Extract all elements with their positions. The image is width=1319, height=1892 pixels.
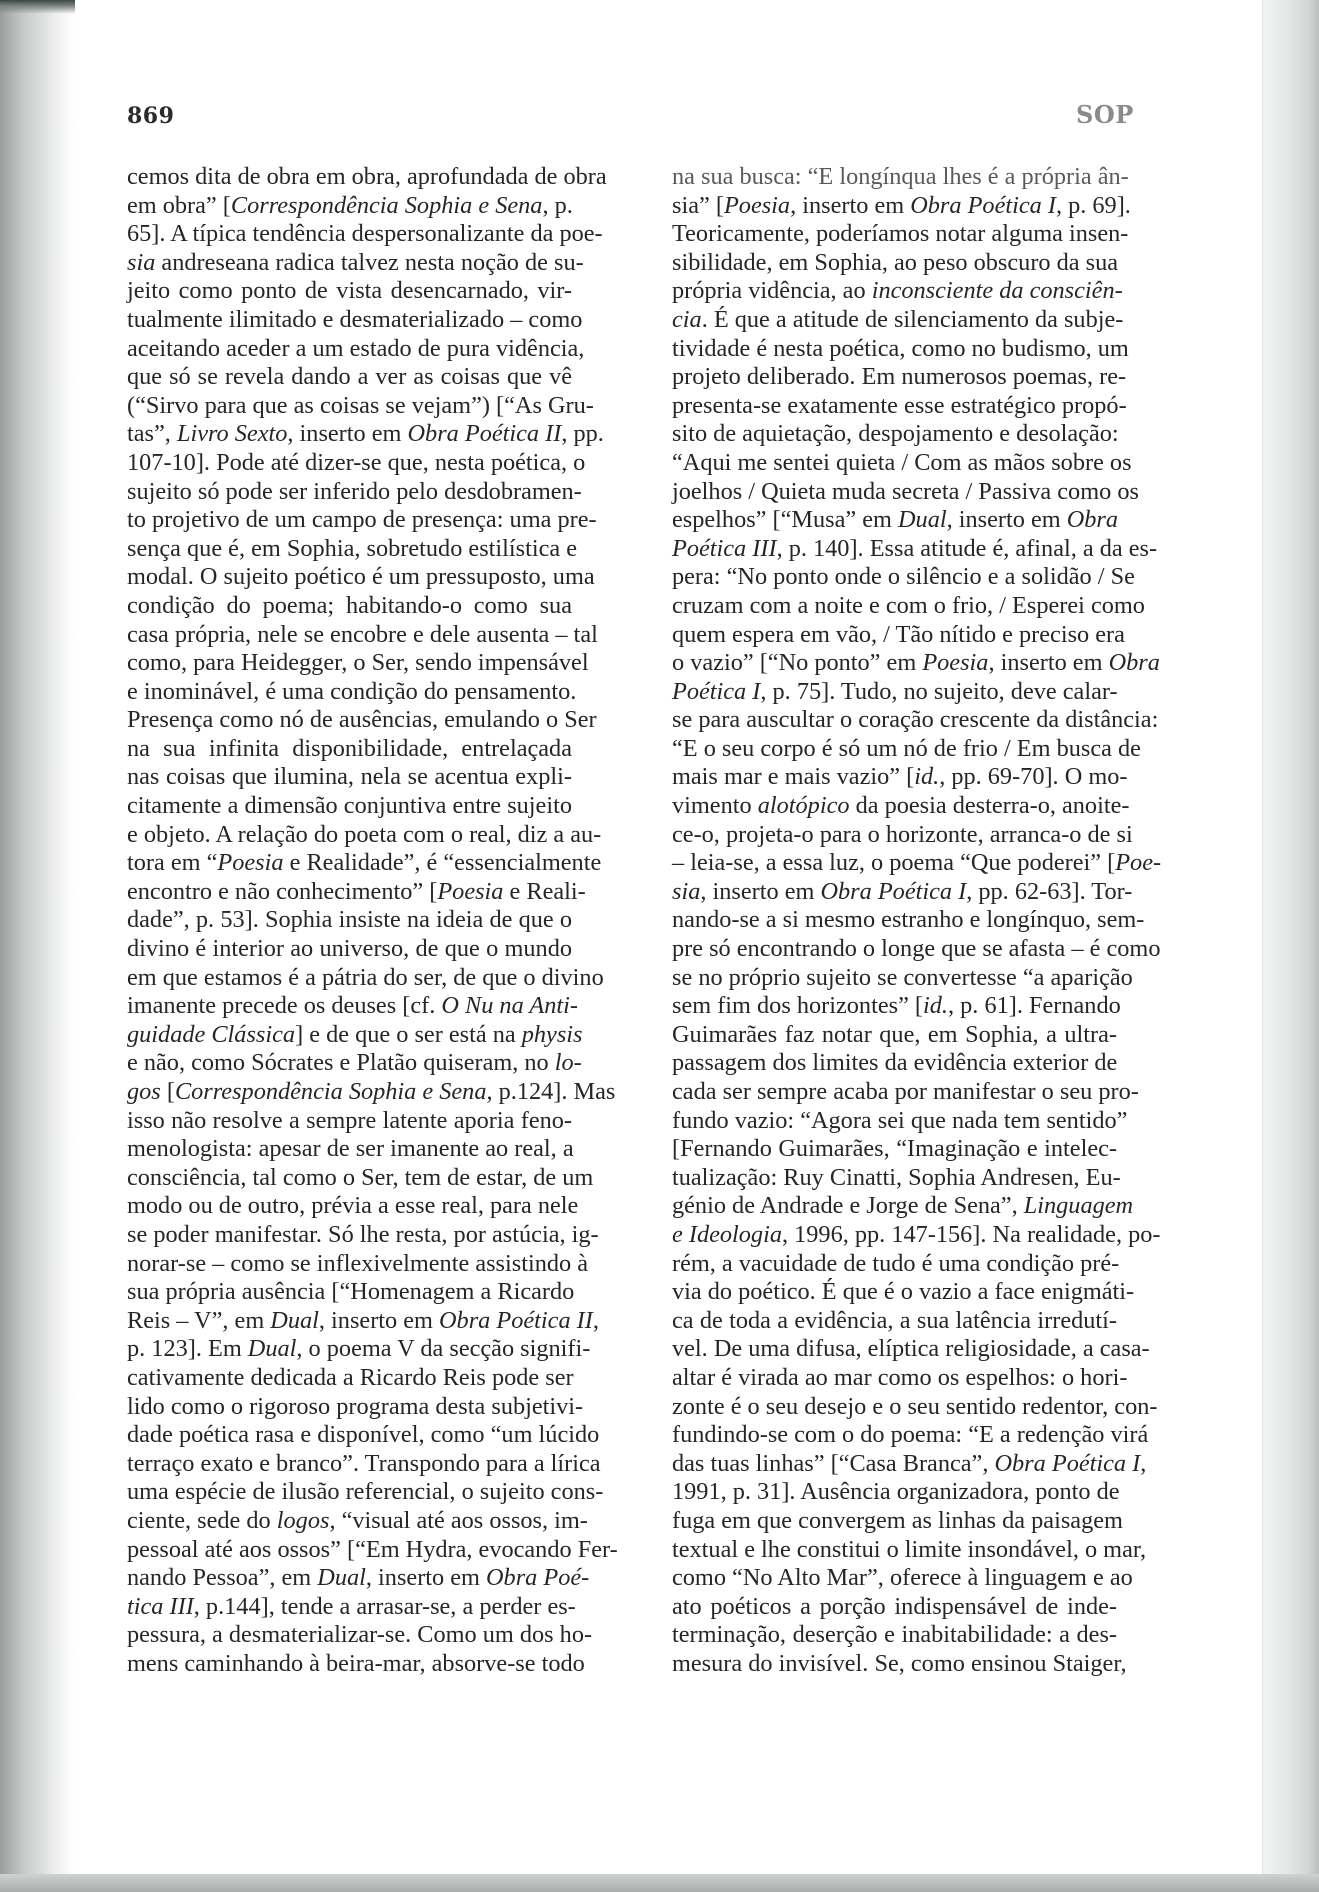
text-line: génio de Andrade e Jorge de Sena”, Linguagem bbox=[672, 1192, 1134, 1220]
text-line: condição do poema; habitando-o como sua bbox=[127, 591, 572, 619]
text-line: dade poética rasa e disponível, como “um lúcido bbox=[127, 1421, 600, 1449]
text-line: Teoricamente, poderíamos notar alguma insen- bbox=[672, 220, 1129, 248]
text-line: modo ou de outro, prévia a esse real, para nele bbox=[127, 1192, 579, 1220]
text-line: em que estamos é a pátria do ser, de que o divino bbox=[127, 963, 604, 991]
text-line: cruzam com a noite e com o frio, / Esperei como bbox=[672, 591, 1145, 619]
text-line: sia, inserto em Obra Poética I, pp. 62-63]. Tor- bbox=[672, 877, 1133, 905]
text-line: e não, como Sócrates e Platão quiseram, no lo- bbox=[127, 1049, 582, 1077]
text-line: que só se revela dando a ver as coisas que vê bbox=[127, 363, 572, 391]
text-line: 65]. A típica tendência despersonalizante da poe- bbox=[127, 220, 603, 248]
text-line: das tuas linhas” [“Casa Branca”, Obra Poética I, bbox=[672, 1449, 1147, 1477]
text-column-left bbox=[127, 163, 618, 1678]
text-line: zonte é o seu desejo e o seu sentido redentor, con- bbox=[672, 1392, 1158, 1420]
text-line: 107-10]. Pode até dizer-se que, nesta poética, o bbox=[127, 448, 586, 476]
text-line: tica III, p.144], tende a arrasar-se, a perder es- bbox=[127, 1592, 576, 1620]
text-line: Guimarães faz notar que, em Sophia, a ultra- bbox=[672, 1020, 1117, 1048]
text-line: nando-se a si mesmo estranho e longínquo, sem- bbox=[672, 906, 1145, 934]
text-line: altar é virada ao mar como os espelhos: o hori- bbox=[672, 1363, 1128, 1391]
text-line: sia” [Poesia, inserto em Obra Poética I, p. 69]. bbox=[672, 191, 1131, 219]
text-line: como “No Alto Mar”, oferece à linguagem e ao bbox=[672, 1564, 1133, 1592]
text-line: em obra” [Correspondência Sophia e Sena, p. bbox=[127, 191, 573, 219]
text-line: lido como o rigoroso programa desta subjetivi- bbox=[127, 1392, 584, 1420]
text-line: (“Sirvo para que as coisas se vejam”) [“As Gru- bbox=[127, 391, 594, 419]
text-line: vimento alotópico da poesia desterra-o, anoite- bbox=[672, 792, 1130, 820]
text-line: na sua busca: “E longínqua lhes é a própria ân- bbox=[672, 163, 1129, 190]
text-line: terraço exato e branco”. Transpondo para a lírica bbox=[127, 1449, 601, 1477]
text-line: consciência, tal como o Ser, tem de estar, de um bbox=[127, 1163, 594, 1191]
text-line: tora em “Poesia e Realidade”, é “essencialmente bbox=[127, 849, 602, 877]
text-line: fundo vazio: “Agora sei que nada tem sentido” bbox=[672, 1106, 1128, 1134]
text-line: sem fim dos horizontes” [id., p. 61]. Fernando bbox=[672, 992, 1121, 1020]
text-line: divino é interior ao universo, de que o mundo bbox=[127, 935, 572, 963]
text-line: sença que é, em Sophia, sobretudo estilística e bbox=[127, 534, 578, 562]
text-line: terminação, deserção e inabitabilidade: a des- bbox=[672, 1621, 1117, 1649]
text-line: dade”, p. 53]. Sophia insiste na ideia de que o bbox=[127, 906, 572, 934]
text-line: uma espécie de ilusão referencial, o sujeito cons- bbox=[127, 1478, 604, 1506]
text-line: projeto deliberado. Em numerosos poemas, re- bbox=[672, 363, 1127, 391]
text-line: se no próprio sujeito se convertesse “a aparição bbox=[672, 963, 1133, 991]
text-line: se para auscultar o coração crescente da distância: bbox=[672, 706, 1159, 734]
text-line: pessoal até aos ossos” [“Em Hydra, evocando Fer- bbox=[127, 1535, 618, 1563]
text-line: nando Pessoa”, em Dual, inserto em Obra Poé- bbox=[127, 1564, 590, 1592]
text-line: rém, a vacuidade de tudo é uma condição pré- bbox=[672, 1249, 1120, 1277]
text-line: Presença como nó de ausências, emulando o Ser bbox=[127, 706, 597, 734]
text-line: – leia-se, a essa luz, o poema “Que poderei” [Poe- bbox=[672, 849, 1162, 877]
text-line: tualização: Ruy Cinatti, Sophia Andresen, Eu- bbox=[672, 1163, 1121, 1191]
text-line: mesura do invisível. Se, como ensinou Staiger, bbox=[672, 1649, 1127, 1677]
text-line: isso não resolve a sempre latente aporia feno- bbox=[127, 1106, 572, 1134]
text-line: textual e lhe constitui o limite insondável, o mar, bbox=[672, 1535, 1147, 1563]
book-page bbox=[75, 0, 1262, 1874]
text-line: presenta-se exatamente esse estratégico propó- bbox=[672, 391, 1127, 419]
text-line: “Aqui me sentei quieta / Com as mãos sobre os bbox=[672, 448, 1132, 476]
text-line: cia. É que a atitude de silenciamento da subje- bbox=[672, 305, 1124, 333]
text-line: modal. O sujeito poético é um pressuposto, uma bbox=[127, 563, 595, 591]
text-line: mais mar e mais vazio” [id., pp. 69-70]. O mo- bbox=[672, 763, 1128, 791]
scan-page-edge bbox=[1262, 0, 1319, 1892]
text-line: ato poéticos a porção indispensável de inde- bbox=[672, 1592, 1117, 1620]
text-line: como, para Heidegger, o Ser, sendo impensável bbox=[127, 649, 589, 677]
text-line: pre só encontrando o longe que se afasta – é como bbox=[672, 935, 1161, 963]
text-line: Reis – V”, em Dual, inserto em Obra Poética II, bbox=[127, 1306, 599, 1334]
text-line: casa própria, nele se encobre e dele ausenta – tal bbox=[127, 620, 598, 648]
text-line: tas”, Livro Sexto, inserto em Obra Poética II, pp. bbox=[127, 420, 604, 448]
text-line: sua própria ausência [“Homenagem a Ricardo bbox=[127, 1278, 575, 1306]
text-line: cemos dita de obra em obra, aprofundada de obra bbox=[127, 163, 607, 190]
text-line: cada ser sempre acaba por manifestar o seu pro- bbox=[672, 1078, 1139, 1105]
text-line: ciente, sede do logos, “visual até aos ossos, im- bbox=[127, 1506, 588, 1534]
text-line: tividade é nesta poética, como no budismo, um bbox=[672, 334, 1129, 362]
text-line: se poder manifestar. Só lhe resta, por astúcia, ig- bbox=[127, 1220, 599, 1248]
text-line: encontro e não conhecimento” [Poesia e Reali- bbox=[127, 877, 586, 905]
text-line: na sua infinita disponibilidade, entrelaçada bbox=[127, 734, 572, 762]
text-line: “E o seu corpo é só um nó de frio / Em busca de bbox=[672, 734, 1141, 762]
text-line: ca de toda a evidência, a sua latência irredutí- bbox=[672, 1306, 1117, 1334]
text-line: 1991, p. 31]. Ausência organizadora, ponto de bbox=[672, 1478, 1120, 1506]
text-line: norar-se – como se inflexivelmente assistindo à bbox=[127, 1249, 589, 1277]
text-line: imanente precede os deuses [cf. O Nu na Anti- bbox=[127, 992, 578, 1020]
text-line: to projetivo de um campo de presença: uma pre- bbox=[127, 506, 597, 534]
text-line: e Ideologia, 1996, pp. 147-156]. Na realidade, po- bbox=[672, 1220, 1161, 1248]
text-line: gos [Correspondência Sophia e Sena, p.124]. Mas bbox=[127, 1078, 616, 1105]
page-number: 869 bbox=[127, 103, 175, 129]
text-line: e objeto. A relação do poeta com o real, diz a au- bbox=[127, 820, 602, 848]
text-line: tualmente ilimitado e desmaterializado – como bbox=[127, 305, 583, 333]
text-line: citamente a dimensão conjuntiva entre sujeito bbox=[127, 792, 572, 820]
text-line: própria vidência, ao inconsciente da consciên- bbox=[672, 277, 1123, 305]
text-line: espelhos” [“Musa” em Dual, inserto em Obra bbox=[672, 506, 1119, 534]
text-line: p. 123]. Em Dual, o poema V da secção signifi- bbox=[127, 1335, 591, 1363]
text-line: o vazio” [“No ponto” em Poesia, inserto em Obra bbox=[672, 649, 1160, 677]
text-line: sibilidade, em Sophia, ao peso obscuro da sua bbox=[672, 248, 1119, 276]
text-line: [Fernando Guimarães, “Imaginação e intelec- bbox=[672, 1135, 1117, 1163]
text-line: Poética I, p. 75]. Tudo, no sujeito, deve calar- bbox=[672, 677, 1118, 705]
text-line: quem espera em vão, / Tão nítido e preciso era bbox=[672, 620, 1125, 648]
text-line: pessura, a desmaterializar-se. Como um dos ho- bbox=[127, 1621, 593, 1649]
text-line: fuga em que convergem as linhas da paisagem bbox=[672, 1506, 1123, 1534]
text-line: ce-o, projeta-o para o horizonte, arranca-o de si bbox=[672, 820, 1133, 848]
text-line: aceitando aceder a um estado de pura vidência, bbox=[127, 334, 585, 362]
text-line: jeito como ponto de vista desencarnado, vir- bbox=[127, 277, 572, 305]
text-line: mens caminhando à beira-mar, absorve-se todo bbox=[127, 1649, 585, 1677]
scan-gutter-shadow bbox=[0, 0, 75, 1892]
text-line: sia andreseana radica talvez nesta noção de su- bbox=[127, 248, 584, 276]
text-line: sito de aquietação, despojamento e desolação: bbox=[672, 420, 1119, 448]
scan-bottom-edge bbox=[0, 1874, 1319, 1892]
text-line: guidade Clássica] e de que o ser está na physis bbox=[127, 1020, 583, 1048]
text-line: cativamente dedicada a Ricardo Reis pode ser bbox=[127, 1363, 574, 1391]
text-column-right bbox=[672, 163, 1162, 1678]
running-head: SOP bbox=[1076, 100, 1134, 129]
text-line: nas coisas que ilumina, nela se acentua expli- bbox=[127, 763, 572, 791]
text-line: Poética III, p. 140]. Essa atitude é, afinal, a da es- bbox=[672, 534, 1158, 562]
text-line: e inominável, é uma condição do pensamento. bbox=[127, 677, 577, 705]
text-line: via do poético. É que é o vazio a face enigmáti- bbox=[672, 1278, 1135, 1306]
text-line: sujeito só pode ser inferido pelo desdobramen- bbox=[127, 477, 582, 505]
text-line: menologista: apesar de ser imanente ao real, a bbox=[127, 1135, 574, 1163]
text-line: pera: “No ponto onde o silêncio e a solidão / Se bbox=[672, 563, 1135, 591]
text-line: passagem dos limites da evidência exterior de bbox=[672, 1049, 1118, 1077]
text-line: joelhos / Quieta muda secreta / Passiva como os bbox=[672, 477, 1139, 505]
text-line: fundindo-se com o do poema: “E a redenção virá bbox=[672, 1421, 1149, 1449]
text-line: vel. De uma difusa, elíptica religiosidade, a casa- bbox=[672, 1335, 1150, 1363]
